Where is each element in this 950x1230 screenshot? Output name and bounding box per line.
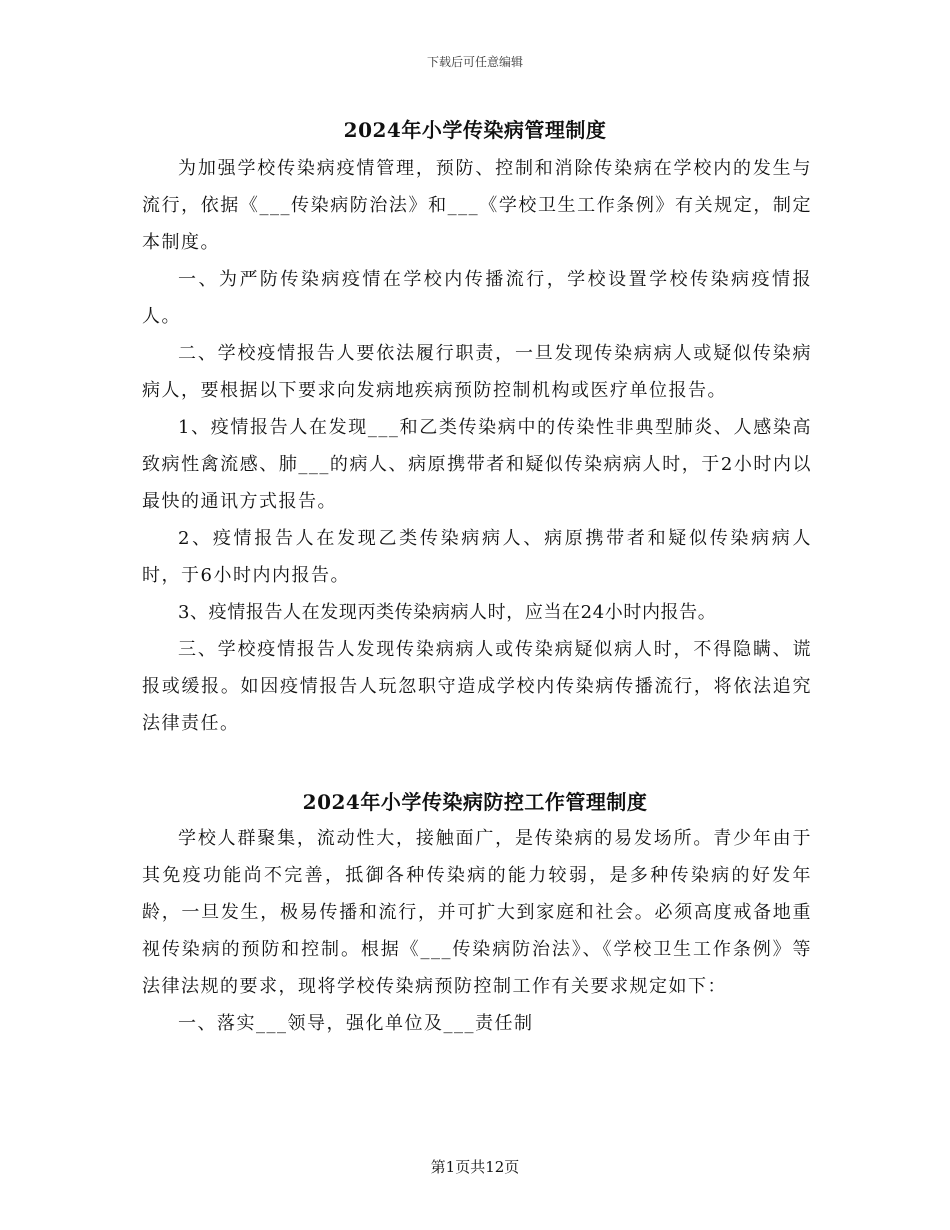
doc2-body	[142, 820, 812, 1042]
doc1-title: 2024年小学传染病管理制度	[343, 118, 607, 142]
doc2-title: 2024年小学传染病防控工作管理制度	[302, 790, 648, 814]
doc2-paragraph: 一、落实___领导，强化单位及___责任制	[178, 1013, 534, 1034]
page-footer: 第1页共12页	[430, 1158, 520, 1176]
doc1-paragraph: 一、为严防传染病疫情在学校内传播流行，学校设置学校传染病疫情报人。	[142, 269, 812, 327]
doc1-paragraph: 二、学校疫情报告人要依法履行职责，一旦发现传染病病人或疑似传染病病人，要根据以下要求向发病地疾病预防控制机构或医疗单位报告。	[142, 343, 812, 401]
doc1-body	[142, 150, 812, 742]
doc2-paragraph: 学校人群聚集，流动性大，接触面广，是传染病的易发场所。青少年由于其免疫功能尚不完善，抵御各种传染病的能力较弱，是多种传染病的好发年龄，一旦发生，极易传播和流行，并可扩大到家庭和社会。必须高度戒备地重视传染病的预防和控制。根据《___传染病防治法》、《学校卫生工作条例》等法律法规的要求，现将学校传染病预防控制工作有关要求规定如下：	[142, 828, 812, 997]
doc1-paragraph: 1、疫情报告人在发现___和乙类传染病中的传染性非典型肺炎、人感染高致病性禽流感、肺___的病人、病原携带者和疑似传染病病人时，于2小时内以最快的通讯方式报告。	[142, 417, 812, 512]
doc1-paragraph: 3、疫情报告人在发现丙类传染病病人时，应当在24小时内报告。	[178, 602, 717, 623]
doc1-paragraph: 2、疫情报告人在发现乙类传染病病人、病原携带者和疑似传染病病人时，于6小时内内报告。	[142, 528, 812, 586]
doc1-paragraph: 三、学校疫情报告人发现传染病病人或传染病疑似病人时，不得隐瞒、谎报或缓报。如因疫情报告人玩忽职守造成学校内传染病传播流行，将依法追究法律责任。	[142, 639, 812, 734]
header-note: 下载后可任意编辑	[426, 55, 523, 69]
doc1-paragraph: 为加强学校传染病疫情管理，预防、控制和消除传染病在学校内的发生与流行，依据《___传染病防治法》和___《学校卫生工作条例》有关规定，制定本制度。	[142, 158, 812, 253]
